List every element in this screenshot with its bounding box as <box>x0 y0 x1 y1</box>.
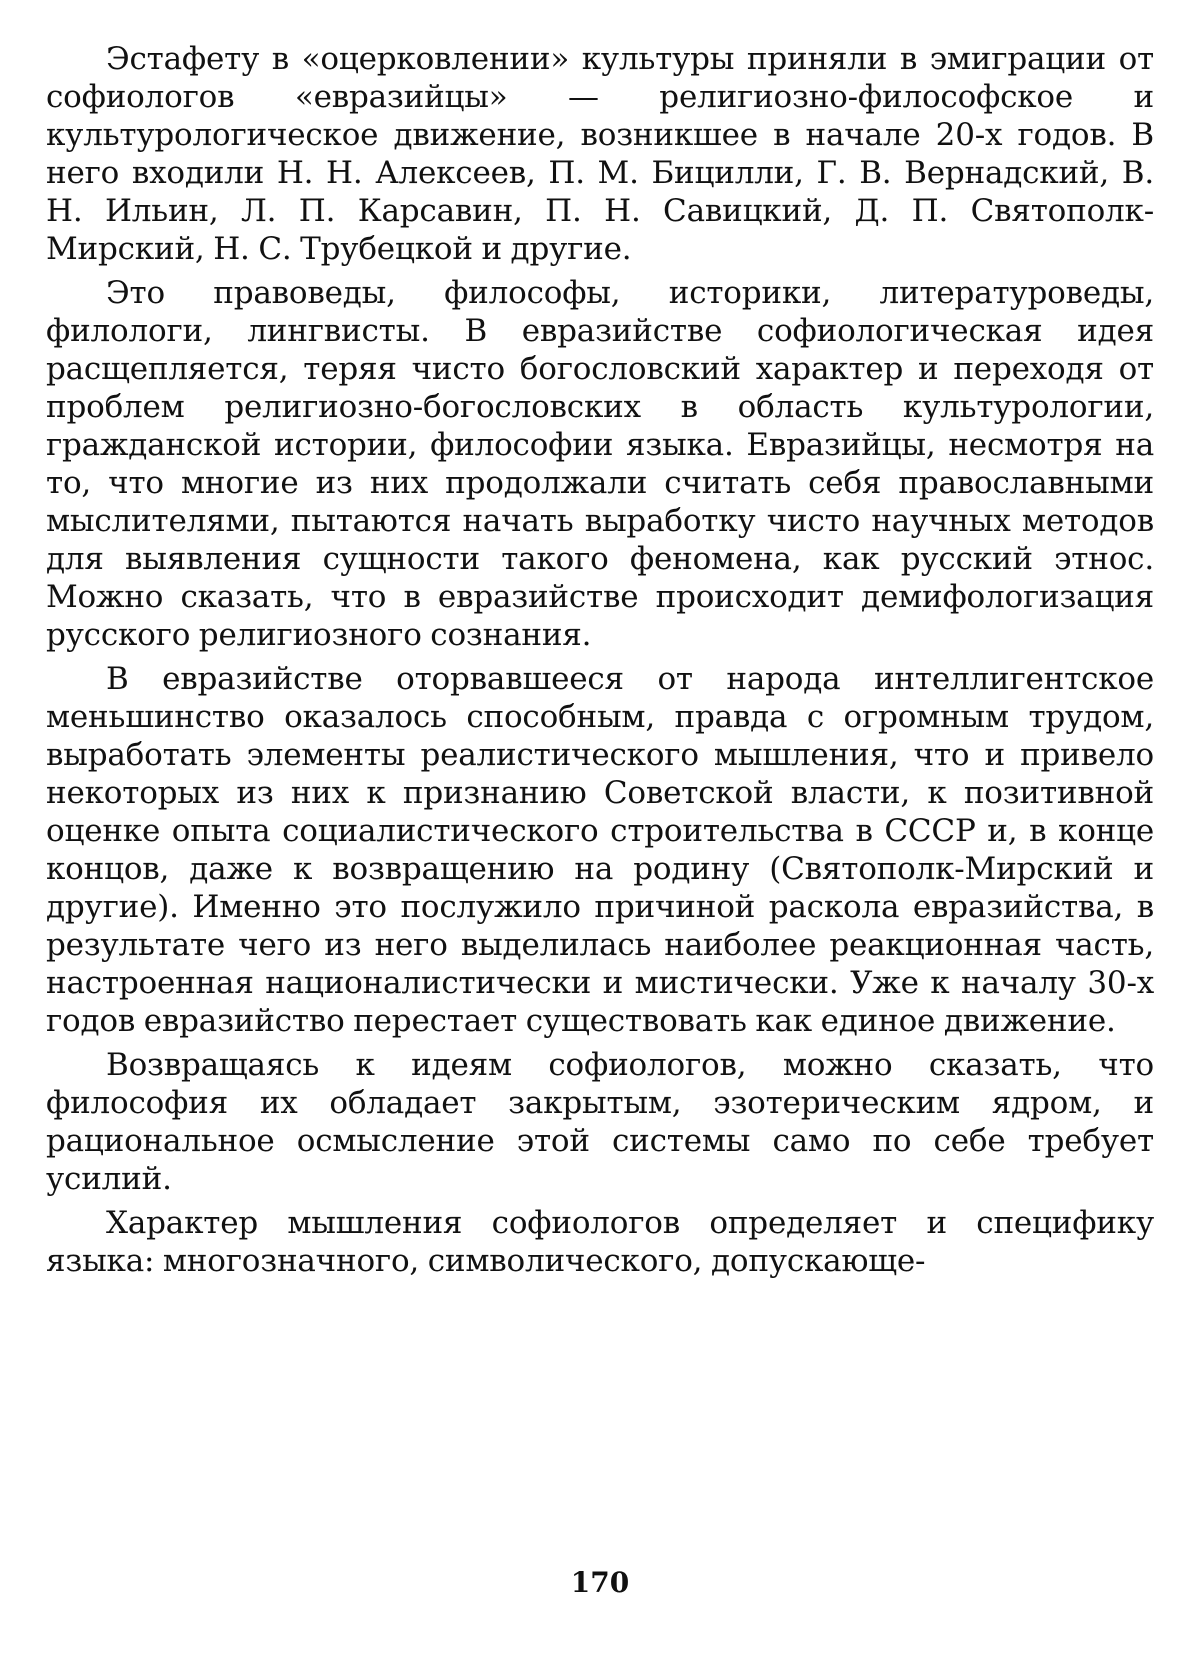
paragraph-3: В евразийстве оторвавшееся от народа интеллигентское меньшинство оказалось способным, правда с огромным трудом, выработать элементы реалистического мышления, что и привело некоторых из них к признанию Советской власти, к позитивной оценке опыта социалистического строительства в СССР и, в конце концов, даже к возвращению на родину (Святополк-Мирский и другие). Именно это послужило причиной раскола евразийства, в результате чего из него выделилась наиболее реакционная часть, настроенная националистически и мистически. Уже к началу 30-х годов евразийство перестает существовать как единое движение. <box>46 661 1154 1039</box>
page-body <box>46 40 1154 1286</box>
paragraph-4: Возвращаясь к идеям софиологов, можно сказать, что философия их обладает закрытым, эзотерическим ядром, и рациональное осмысление этой системы само по себе требует усилий. <box>46 1047 1154 1197</box>
paragraph-5: Характер мышления софиологов определяет и специфику языка: многозначного, символического, допускающе- <box>46 1205 1154 1279</box>
page-number: 170 <box>570 1566 630 1599</box>
paragraph-2: Это правоведы, философы, историки, литературоведы, филологи, лингвисты. В евразийстве софиологическая идея расщепляется, теряя чисто богословский характер и переходя от проблем религиозно-богословских в область культурологии, гражданской истории, философии языка. Евразийцы, несмотря на то, что многие из них продолжали считать себя православными мыслителями, пытаются начать выработку чисто научных методов для выявления сущности такого феномена, как русский этнос. Можно сказать, что в евразийстве происходит демифологизация русского религиозного сознания. <box>46 275 1154 653</box>
paragraph-1: Эстафету в «оцерковлении» культуры приняли в эмиграции от софиологов «евразийцы» — религиозно-философское и культурологическое движение, возникшее в начале 20-х годов. В него входили Н. Н. Алексеев, П. М. Бицилли, Г. В. Вернадский, В. Н. Ильин, Л. П. Карсавин, П. Н. Савицкий, Д. П. Святополк-Мирский, Н. С. Трубецкой и другие. <box>46 41 1154 267</box>
